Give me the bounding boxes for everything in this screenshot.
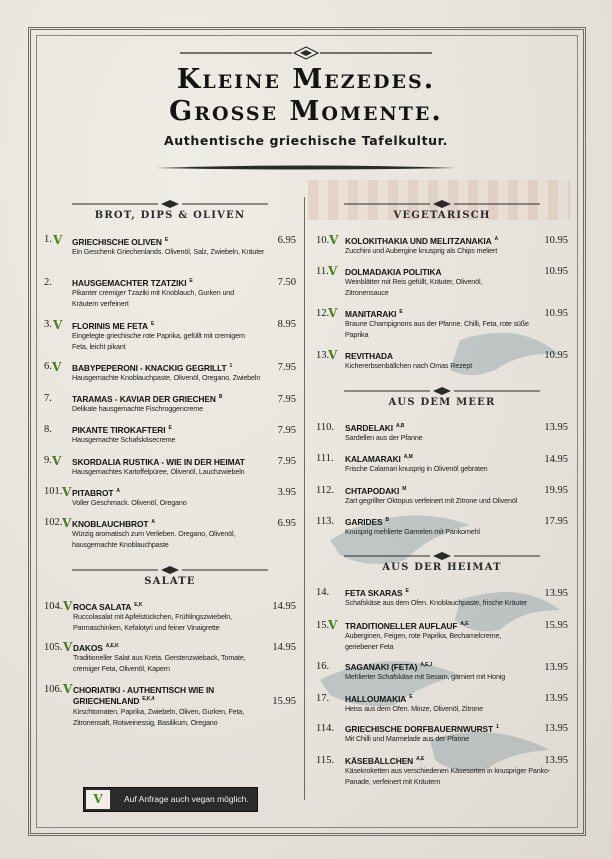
item-number: 14. xyxy=(316,587,330,598)
item-price: 10.95 xyxy=(544,308,568,319)
salate-section-rule xyxy=(72,566,268,574)
item-price: 13.95 xyxy=(544,422,568,433)
item-number: 105. xyxy=(44,642,63,653)
item-number: 12. xyxy=(316,308,330,319)
item-name: KNOBLAUCHBROT $^A$ xyxy=(72,519,155,529)
headline-line-1: Kleine Mezedes. xyxy=(176,64,436,95)
item-number: 110. xyxy=(316,422,334,433)
item-name: GARIDES $^B$ xyxy=(345,517,389,527)
item-price: 10.95 xyxy=(544,266,568,277)
item-price: 19.95 xyxy=(544,485,568,496)
item-name: CHORIATIKI - AUTHENTISCH WIE IN xyxy=(73,685,215,695)
vegan-icon: V xyxy=(63,640,73,654)
item-number: 114. xyxy=(316,723,334,734)
item-name: MANITARAKI $^E$ xyxy=(345,309,403,319)
item-price: 13.95 xyxy=(544,588,568,599)
section-title-vegetarisch: VEGETARISCH xyxy=(393,210,491,221)
item-description: Ein Geschenk Griechenlands. Olivenöl, Salz, Zwiebeln, Kräuter xyxy=(72,247,265,256)
item-number: 3. xyxy=(44,319,52,330)
vegan-icon: V xyxy=(328,264,338,278)
item-price: 10.95 xyxy=(544,350,568,361)
item-number: 106. xyxy=(44,684,63,695)
vegan-note-box xyxy=(83,787,258,812)
item-description: Auberginen, Feigen, rote Paprika, Bechamelcreme, geriebener Feta xyxy=(345,631,502,651)
item-name: KÄSEBÄLLCHEN $^{A,E}$ xyxy=(345,756,425,766)
item-number: 17. xyxy=(316,693,330,704)
item-number: 101. xyxy=(44,486,63,497)
item-description: Mehlierter Schafskäse mit Sesam, garniert mit Honig xyxy=(345,672,506,681)
item-number: 7. xyxy=(44,393,52,404)
item-name: SKORDALIA RUSTIKA - WIE IN DER HEIMAT xyxy=(72,457,245,467)
vegan-icon: V xyxy=(62,516,72,530)
item-description: Kichererbsenbällchen nach Omas Rezept xyxy=(345,361,473,370)
item-price: 7.95 xyxy=(277,425,296,436)
item-name: PIKANTE TIROKAFTERI $^E$ xyxy=(72,425,172,435)
item-price: 15.95 xyxy=(544,620,568,631)
item-description: Braune Champignons aus der Pfanne. Chilli, Feta, rote süße Paprika xyxy=(345,319,529,339)
item-description: Weinblätter mit Reis gefüllt, Kräuter, Olivenöl, Zitronensauce xyxy=(345,277,483,297)
item-name: SARDELAKI $^{A,B}$ xyxy=(345,423,405,433)
item-description: Hausgemachte Schafskäsecreme xyxy=(72,435,176,444)
item-name: FETA SKARAS $^E$ xyxy=(345,588,409,598)
vegan-icon: V xyxy=(328,618,338,632)
item-description: Voller Geschmack. Olivenöl, Oregano xyxy=(72,498,187,507)
headline-line-2: Grosse Momente. xyxy=(169,96,443,127)
item-number: 1. xyxy=(44,234,52,245)
item-description: Knusprig mehlierte Garnelen mit Pankomehl xyxy=(345,527,480,536)
item-description: Sardellen aus der Pfanne xyxy=(345,433,423,442)
item-number: 15. xyxy=(316,620,330,631)
item-number: 6. xyxy=(44,361,52,372)
item-price: 3.95 xyxy=(277,487,296,498)
item-price: 13.95 xyxy=(544,755,568,766)
vegan-icon: V xyxy=(53,233,63,247)
section-title-heimat: AUS DER HEIMAT xyxy=(382,562,502,573)
item-price: 13.95 xyxy=(544,693,568,704)
section-title-brot: BROT, DIPS & OLIVEN xyxy=(94,210,246,221)
item-name: GRIECHISCHE OLIVEN $^E$ xyxy=(72,237,169,247)
item-description: Schafskäse aus dem Ofen. Knoblauchpaste, frische Kräuter xyxy=(345,598,528,607)
section-title-salate: SALATE xyxy=(144,576,196,587)
item-name: PITABROT $^A$ xyxy=(72,488,120,498)
item-description: Hausgemachtes Kartoffelpüree, Olivenöl, Lauchzwiebeln xyxy=(72,467,245,476)
item-number: 111. xyxy=(316,453,334,464)
vegan-icon: V xyxy=(86,790,110,809)
item-price: 7.95 xyxy=(277,362,296,373)
vegan-icon: V xyxy=(62,485,72,499)
item-price: 17.95 xyxy=(544,516,568,527)
item-price: 13.95 xyxy=(544,723,568,734)
section-title-meer: AUS DEM MEER xyxy=(388,397,496,408)
vegan-icon: V xyxy=(52,454,62,468)
vegan-icon: V xyxy=(63,682,73,696)
item-price: 6.95 xyxy=(277,518,296,529)
vegan-note-text: Auf Anfrage auch vegan möglich. xyxy=(124,794,249,804)
item-name: FLORINIS ME FETA $^E$ xyxy=(72,321,155,331)
item-description: Ruccolasalat mit Apfelstückchen, Frühlingszwiebeln, Parmaschinken, Kefalotyri und feiner Vinaigrette xyxy=(73,612,232,632)
item-price: 14.95 xyxy=(272,642,296,653)
vegan-icon: V xyxy=(52,360,62,374)
item-name: SAGANAKI (FETA) $^{A,E,J}$ xyxy=(345,662,433,672)
item-price: 7.50 xyxy=(277,277,296,288)
item-description: Traditioneller Salat aus Kreta. Gerstenzwieback, Tomate, cremiger Feta, Olivenöl, Kapern xyxy=(73,653,246,673)
item-description: Käsekroketten aus verschiedenen Käsesorten in knuspriger Panko-Panade, verfeinert mit Kräutern xyxy=(345,766,551,786)
item-number: 16. xyxy=(316,661,330,672)
item-number: 13. xyxy=(316,350,330,361)
item-number: 2. xyxy=(44,277,52,288)
item-name: REVITHADA xyxy=(345,351,393,361)
item-price: 7.95 xyxy=(277,394,296,405)
subtitle: Authentische griechische Tafelkultur. xyxy=(164,133,448,148)
item-number: 9. xyxy=(44,455,52,466)
vegetarisch-section-rule xyxy=(344,200,540,208)
column-divider xyxy=(304,197,305,800)
item-price: 14.95 xyxy=(272,601,296,612)
item-description: Frische Calamari knusprig in Olivenöl gebraten xyxy=(345,464,488,473)
item-name: DAKOS $^{A,E,K}$ xyxy=(73,643,119,653)
vegan-icon: V xyxy=(328,348,338,362)
vegan-icon: V xyxy=(329,233,339,247)
item-description: Würzig aromatisch zum Verlieben. Oregano, Olivenöl, hausgemachte Knoblauchpaste xyxy=(72,529,236,549)
item-price: 15.95 xyxy=(272,696,296,707)
item-description: Pikanter cremiger Tzaziki mit Knoblauch, Gurken und Kräutern verfeinert xyxy=(72,288,234,308)
item-name: ROCA SALATA $^{E,K}$ xyxy=(73,602,143,612)
item-price: 14.95 xyxy=(544,454,568,465)
item-name: HALLOUMAKIA $^E$ xyxy=(345,694,413,704)
item-number: 115. xyxy=(316,755,334,766)
item-price: 6.95 xyxy=(277,235,296,246)
vegan-icon: V xyxy=(53,318,63,332)
item-name: BABYPEPERONI - KNACKIG GEGRILLT $^1$ xyxy=(72,363,233,373)
item-number: 113. xyxy=(316,516,334,527)
item-name-line-2: GRIECHENLAND $^{E,K,4}$ xyxy=(73,696,155,706)
headline-rule xyxy=(156,164,456,172)
item-number: 11. xyxy=(316,266,329,277)
heimat-section-rule xyxy=(344,552,540,560)
item-name: CHTAPODAKI $^M$ xyxy=(345,486,407,496)
item-number: 102. xyxy=(44,517,63,528)
item-description: Delikate hausgemachte Fischroggencreme xyxy=(72,404,203,413)
item-name: TRADITIONELLER AUFLAUF $^{A,E}$ xyxy=(345,621,469,631)
item-price: 13.95 xyxy=(544,662,568,673)
item-description: Eingelegte griechische rote Paprika, gefüllt mit cremigem Feta, leicht pikant xyxy=(72,331,245,351)
item-name: DOLMADAKIA POLITIKA xyxy=(345,267,442,277)
brot-section-rule xyxy=(72,200,268,208)
item-price: 7.95 xyxy=(277,456,296,467)
item-name: GRIECHISCHE DORFBAUERNWURST $^1$ xyxy=(345,724,499,734)
item-number: 104. xyxy=(44,601,63,612)
item-name: TARAMAS - KAVIAR DER GRIECHEN $^B$ xyxy=(72,394,223,404)
item-description: Kirschtomaten, Paprika, Zwiebeln, Oliven, Gurken, Feta, Zitronensaft, Rotweinessig, Basilikum, Oregano xyxy=(73,707,245,727)
item-description: Hausgemachte Knoblauchpaste, Olivenöl, Oregano, Zwiebeln xyxy=(72,373,261,382)
top-ornament xyxy=(180,46,432,60)
item-number: 10. xyxy=(316,235,330,246)
item-price: 10.95 xyxy=(544,235,568,246)
item-number: 8. xyxy=(44,424,52,435)
vegan-icon: V xyxy=(328,306,338,320)
item-name: HAUSGEMACHTER TZATZIKI $^E$ xyxy=(72,278,193,288)
item-name: KALAMARAKI $^{A,M}$ xyxy=(345,454,413,464)
meer-section-rule xyxy=(344,387,540,395)
item-number: 112. xyxy=(316,485,334,496)
item-description: Mit Chilli und Marmelade aus der Pfanne xyxy=(345,734,469,743)
item-price: 8.95 xyxy=(277,319,296,330)
item-description: Heiss aus dem Ofen. Minze, Olivenöl, Zitrone xyxy=(345,704,484,713)
vegan-icon: V xyxy=(63,599,73,613)
item-name: KOLOKITHAKIA UND MELITZANAKIA $^A$ xyxy=(345,236,499,246)
item-description: Zart gegrillter Oktopus verfeinert mit Zitrone und Olivenöl xyxy=(345,496,518,505)
item-description: Zucchini und Aubergine knusprig als Chips meliert xyxy=(345,246,498,255)
